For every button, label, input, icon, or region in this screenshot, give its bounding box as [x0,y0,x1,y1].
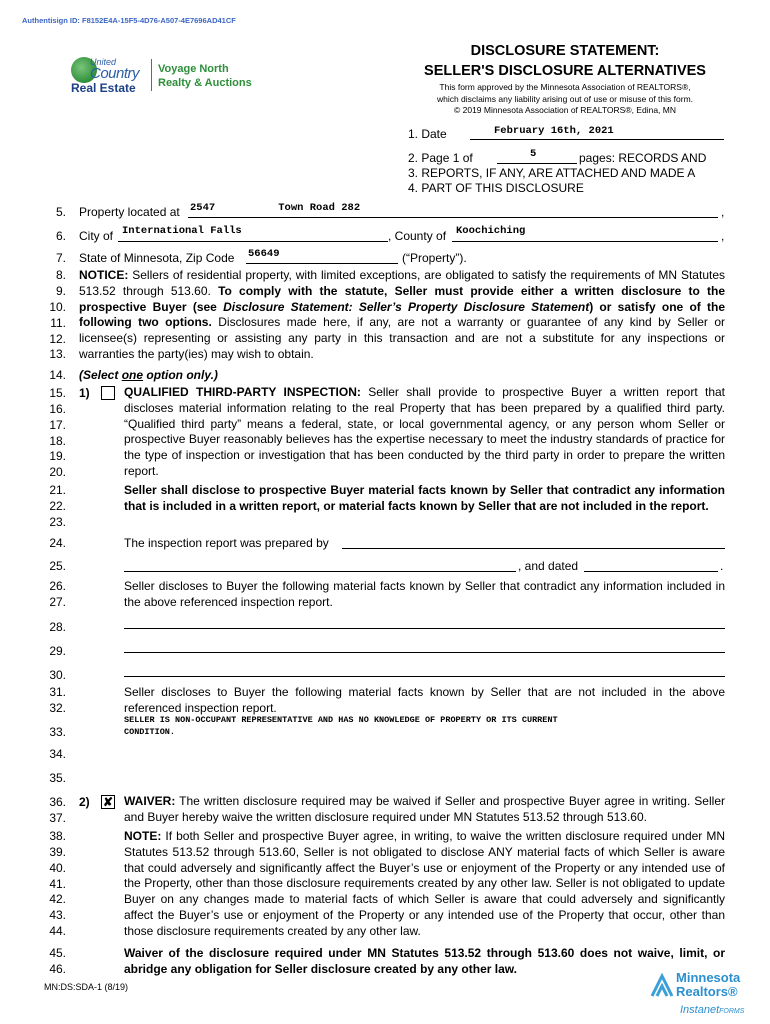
notice-paragraph: NOTICE: Sellers of residential property, with limited exceptions, are obligated to satisfy the requirements of MN Statutes 513.52 through 513.60. To comply with the statute, Seller must provide either a written disclosure to the prospective Buyer (see Disclosure Statement: Seller’s Property Disclosure Statement) or satisfy one of the following two options. Disclosures made here, if any, are not a warranty or guarantee of any kind by Seller or licensee(s) representing or assisting any party in this transaction and are not a substitute for any inspections or warranties the party(ies) may wish to obtain. [79,268,725,361]
line-number: 35. [49,771,66,785]
logo-voyage-north: Voyage North [158,63,229,75]
line-number: 25. [49,559,66,573]
line-number: 19. [49,449,66,463]
prepared-by-label: The inspection report was prepared by [124,536,329,550]
line-3-text: 3. REPORTS, IF ANY, ARE ATTACHED AND MADE A [408,166,696,180]
select-instruction: (Select one option only.) [79,368,218,382]
approval-notice [400,82,730,117]
line-number: 13. [49,347,66,361]
zip-field[interactable]: 56649 [248,248,280,260]
property-field[interactable]: 2547 Town Road 282 [190,202,361,214]
line-number: 11. [50,316,66,330]
logo-realty-auctions: Realty & Auctions [158,77,252,89]
line-number: 15. [49,386,66,400]
line-number: 45. [49,946,66,960]
contradict-paragraph: Seller discloses to Buyer the following material facts known by Seller that contradict any information included in the above referenced inspection report. [124,579,725,609]
logo-country: Country [90,65,140,82]
line-number: 28. [49,620,66,634]
contradict-line-1[interactable] [124,628,725,629]
line-number: 40. [49,861,66,875]
option-1-number: 1) [79,386,90,400]
option-2-checkbox[interactable]: ✘ [102,795,114,809]
contradict-line-3[interactable] [124,676,725,677]
form-code: MN:DS:SDA-1 (8/19) [44,982,129,992]
instanet-text [680,1004,744,1016]
contradict-line-2[interactable] [124,652,725,653]
period: . [720,559,724,573]
line-number: 5. [55,205,66,219]
form-title: DISCLOSURE STATEMENT: [470,43,660,59]
option-2-number: 2) [79,795,90,809]
city-line [118,241,388,242]
line-number: 41. [49,877,66,891]
line-number: 30. [49,668,66,682]
line-number: 39. [49,845,66,859]
property-label: Property located at [79,205,180,219]
option-1-seller-disclose: Seller shall disclose to prospective Buyer material facts known by Seller that contradict any information that is included in a written report, or material facts known by Seller that are not included in the report. [124,483,725,513]
line-number: 46. [49,962,66,976]
mnr-text-1: Minnesota [676,970,741,985]
non-occupant-note-2[interactable]: CONDITION. [124,727,176,737]
approval-line-1: This form approved by the Minnesota Association of REALTORS®, [439,82,691,92]
option-1-checkbox[interactable] [101,386,115,400]
county-line [452,241,718,242]
line-number: 31. [49,685,66,699]
waiver-final-paragraph: Waiver of the disclosure required under MN Statutes 513.52 through 513.60 does not waive, limit, or abridge any obligation for Seller disclosure created by any other law. [124,946,725,976]
logo-divider [151,59,152,91]
line-number: 42. [49,892,66,906]
mnr-text-2: Realtors® [676,984,738,999]
comma: , [721,229,725,243]
line-number: 14. [49,368,66,382]
brokerage-logo [68,55,258,99]
line-number: 29. [49,644,66,658]
line-number: 21. [49,483,66,497]
line-number: 16. [49,402,66,416]
state-label: State of Minnesota, Zip Code [79,251,235,265]
forms-word: FORMS [719,1008,745,1015]
preparer-line-2[interactable] [124,571,516,572]
pages-line [497,163,577,164]
line-number: 10. [49,300,66,314]
form-subtitle: SELLER'S DISCLOSURE ALTERNATIVES [424,63,706,79]
option-1-text: QUALIFIED THIRD-PARTY INSPECTION: Seller shall provide to prospective Buyer a written report that discloses material information relating to the real Property that has been prepared by a qualified third party. “Qualified third party” means a federal, state, or local governmental agency, or any person whom Seller or prospective Buyer reasonably believes has the expertise necessary to meet the industry standards of practice for the type of inspection or investigation that has been conducted by the third party in order to prepare the written report. [124,385,725,478]
line-number: 43. [49,908,66,922]
line-number: 12. [49,332,66,346]
logo-real-estate: Real Estate [71,81,136,95]
date-field[interactable]: February 16th, 2021 [494,125,614,137]
comma: , [721,205,725,219]
county-field[interactable]: Koochiching [456,225,526,237]
line-number: 38. [49,829,66,843]
line-number: 44. [49,924,66,938]
property-suffix: (“Property”). [402,251,467,265]
minnesota-realtors-logo [650,970,760,1020]
line-number: 33. [49,725,66,739]
option-2-waiver-text: WAIVER: The written disclosure required may be waived if Seller and prospective Buyer agree in writing. Seller and Buyer hereby waive the written disclosure required under MN Statutes 513.52 through 513.60. [124,794,725,824]
prepared-by-line[interactable] [342,548,725,549]
line-number: 24. [49,536,66,550]
line-number: 18. [49,434,66,448]
pages-suffix: pages: RECORDS AND [579,151,707,165]
line-number: 22. [49,499,66,513]
pages-field[interactable]: 5 [530,148,537,160]
line-number: 27. [49,595,66,609]
city-label: City of [79,229,114,243]
approval-line-2: which disclaims any liability arising out of use or misuse of this form. [436,93,694,104]
line-number: 36. [49,795,66,809]
zip-line [246,263,398,264]
approval-line-3: © 2019 Minnesota Association of REALTORS®, Edina, MN [454,105,676,115]
date-line [470,139,724,140]
line-number: 8. [55,268,66,282]
line-number: 23. [49,515,66,529]
note-paragraph: NOTE: If both Seller and prospective Buyer agree, in writing, to waive the written disclosure required under MN Statutes 513.52 through 513.60, Seller is not obligated to disclose ANY material facts of which Seller is aware that could adversely and significantly affect the Buyer’s use or enjoyment of the Property or any intended use of the Property, other than those disclosure requirements created by any other law. Seller is not obligated to update Buyer on any changes made to material facts of which Seller is aware that could adversely and significantly affect the Buyer’s use or enjoyment of the Property or any intended use of the Property that occur, other than those disclosure requirements created by any other law. [124,829,725,938]
property-line [188,217,718,218]
instanet-word: Instanet [680,1004,720,1016]
dated-label: , and dated [518,559,579,573]
line-number: 32. [49,701,66,715]
line-4-text: 4. PART OF THIS DISCLOSURE [408,181,584,195]
date-label: 1. Date [408,127,447,141]
line-number: 6. [55,229,66,243]
authsign-id: Authentisign ID: F8152E4A-15F5-4D76-A507-4E7696AD41CF [22,16,236,25]
realtors-mark-icon [650,972,674,998]
not-included-paragraph: Seller discloses to Buyer the following material facts known by Seller that are not included in the above referenced inspection report. [124,685,725,715]
line-number: 26. [49,579,66,593]
non-occupant-note-1[interactable]: SELLER IS NON-OCCUPANT REPRESENTATIVE AND HAS NO KNOWLEDGE OF PROPERTY OR ITS CURRENT [124,715,558,725]
line-number: 17. [49,418,66,432]
line-number: 34. [49,747,66,761]
dated-line[interactable] [584,571,718,572]
county-label: , County of [388,229,447,243]
page-label: 2. Page 1 of [408,151,473,165]
line-number: 37. [49,811,66,825]
line-number: 9. [55,284,66,298]
line-number: 20. [49,465,66,479]
line-number: 7. [55,251,66,265]
city-field[interactable]: International Falls [122,225,242,237]
logo-united: United [90,57,117,67]
